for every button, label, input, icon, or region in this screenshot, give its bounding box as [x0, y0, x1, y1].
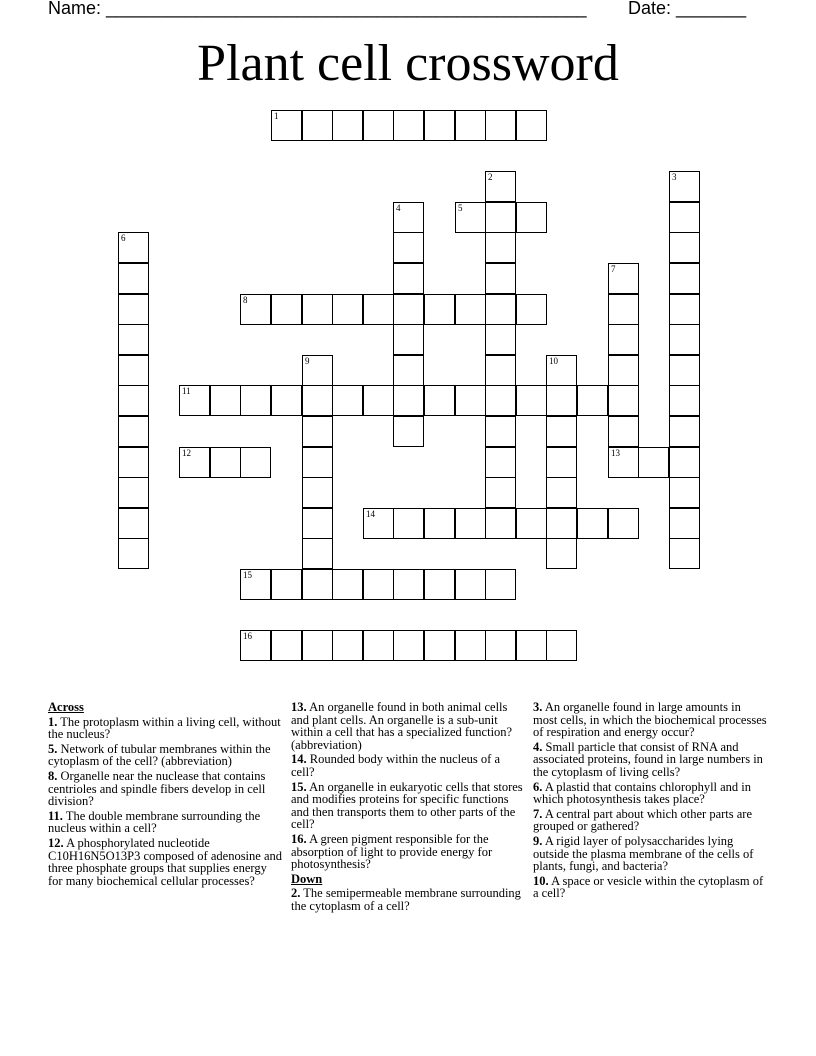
- grid-cell[interactable]: [424, 630, 455, 661]
- grid-cell[interactable]: [118, 324, 149, 355]
- clue-number: 6: [121, 233, 126, 243]
- grid-cell[interactable]: [393, 263, 424, 294]
- grid-cell[interactable]: [485, 294, 516, 325]
- grid-cell[interactable]: [332, 110, 363, 141]
- grid-cell[interactable]: [240, 569, 271, 600]
- grid-cell[interactable]: [424, 385, 455, 416]
- grid-cell[interactable]: [546, 508, 577, 539]
- page-title: Plant cell crossword: [197, 35, 619, 92]
- clues-column-3: [533, 701, 767, 902]
- grid-cell[interactable]: [516, 294, 547, 325]
- grid-cell[interactable]: [455, 385, 486, 416]
- grid-cell[interactable]: [669, 202, 700, 233]
- grid-cell[interactable]: [393, 324, 424, 355]
- grid-cell[interactable]: [271, 110, 302, 141]
- grid-cell[interactable]: [332, 569, 363, 600]
- grid-cell[interactable]: [485, 385, 516, 416]
- grid-cell[interactable]: [608, 294, 639, 325]
- clue-across-1: 1. The protoplasm within a living cell, without the nucleus?: [48, 714, 281, 742]
- grid-cell[interactable]: [393, 508, 424, 539]
- clue-down-7: 7. A central part about which other parts are grouped or gathered?: [533, 806, 753, 834]
- grid-cell[interactable]: [608, 263, 639, 294]
- grid-cell[interactable]: [271, 569, 302, 600]
- clue-number: 13: [611, 448, 620, 458]
- clue-across-14: 14. Rounded body within the nucleus of a cell?: [291, 752, 500, 779]
- grid-cell[interactable]: [485, 630, 516, 661]
- grid-cell[interactable]: [271, 630, 302, 661]
- clue-number: 5: [458, 203, 463, 213]
- grid-cell[interactable]: [118, 538, 149, 569]
- clue-down-9: 9. A rigid layer of polysaccharides lying outside the plasma membrane of the cells of plants, fungi, and bacteria?: [533, 833, 754, 874]
- grid-cell[interactable]: [516, 630, 547, 661]
- grid-cell[interactable]: [363, 385, 394, 416]
- grid-cell[interactable]: [485, 477, 516, 508]
- grid-cell[interactable]: [240, 385, 271, 416]
- clue-number: 3: [672, 172, 677, 182]
- grid-cell[interactable]: [455, 202, 486, 233]
- clue-down-3: 3. An organelle found in large amounts in most cells, in which the biochemical processes of respiration and energy occur?: [533, 700, 767, 740]
- grid-cell[interactable]: [118, 263, 149, 294]
- grid-cell[interactable]: [608, 416, 639, 447]
- clue-across-13: 13. An organelle found in both animal cells and plant cells. An organelle is a sub-unit within a cell that has a specialized function? (abbreviation): [291, 700, 513, 752]
- clue-number: 12: [182, 448, 191, 458]
- grid-cell[interactable]: [332, 630, 363, 661]
- grid-cell[interactable]: [210, 447, 241, 478]
- grid-cell[interactable]: [118, 232, 149, 263]
- grid-cell[interactable]: [485, 263, 516, 294]
- grid-cell[interactable]: [240, 294, 271, 325]
- grid-cell[interactable]: [485, 569, 516, 600]
- grid-cell[interactable]: [669, 447, 700, 478]
- grid-cell[interactable]: [546, 385, 577, 416]
- grid-cell[interactable]: [669, 508, 700, 539]
- grid-cell[interactable]: [393, 355, 424, 386]
- grid-cell[interactable]: [393, 110, 424, 141]
- grid-cell[interactable]: [485, 110, 516, 141]
- grid-cell[interactable]: [516, 508, 547, 539]
- grid-cell[interactable]: [363, 508, 394, 539]
- grid-cell[interactable]: [363, 630, 394, 661]
- grid-cell[interactable]: [455, 508, 486, 539]
- clues-column-2: [291, 701, 525, 915]
- clues-column-1: [48, 701, 282, 889]
- name-line: Name: ________________________________________________: [48, 0, 587, 18]
- grid-cell[interactable]: [669, 232, 700, 263]
- clue-number: 4: [396, 203, 401, 213]
- grid-cell[interactable]: [179, 447, 210, 478]
- grid-cell[interactable]: [455, 569, 486, 600]
- clue-down-10: 10. A space or vesicle within the cytoplasm of a cell?: [533, 873, 764, 901]
- grid-cell[interactable]: [608, 385, 639, 416]
- grid-cell[interactable]: [179, 385, 210, 416]
- grid-cell[interactable]: [455, 630, 486, 661]
- grid-cell[interactable]: [118, 477, 149, 508]
- grid-cell[interactable]: [424, 294, 455, 325]
- clue-across-11: 11. The double membrane surrounding the nucleus within a cell?: [48, 808, 261, 836]
- clue-number: 16: [243, 631, 252, 641]
- grid-cell[interactable]: [363, 110, 394, 141]
- grid-cell[interactable]: [118, 416, 149, 447]
- grid-cell[interactable]: [669, 171, 700, 202]
- grid-cell[interactable]: [669, 324, 700, 355]
- clue-across-16: 16. A green pigment responsible for the absorption of light to provide energy for photosynthesis?: [291, 831, 493, 872]
- grid-cell[interactable]: [669, 294, 700, 325]
- grid-cell[interactable]: [577, 385, 608, 416]
- grid-cell[interactable]: [302, 416, 333, 447]
- grid-cell[interactable]: [669, 477, 700, 508]
- grid-cell[interactable]: [455, 294, 486, 325]
- grid-cell[interactable]: [485, 202, 516, 233]
- grid-cell[interactable]: [485, 508, 516, 539]
- grid-cell[interactable]: [302, 477, 333, 508]
- clue-number: 2: [488, 172, 493, 182]
- grid-cell[interactable]: [516, 385, 547, 416]
- grid-cell[interactable]: [393, 232, 424, 263]
- clue-number: 1: [274, 111, 279, 121]
- grid-cell[interactable]: [302, 569, 333, 600]
- grid-cell[interactable]: [393, 630, 424, 661]
- grid-cell[interactable]: [118, 355, 149, 386]
- clue-number: 8: [243, 295, 248, 305]
- grid-cell[interactable]: [608, 324, 639, 355]
- grid-cell[interactable]: [546, 477, 577, 508]
- grid-cell[interactable]: [516, 110, 547, 141]
- clue-across-12: 12. A phosphorylated nucleotide C10H16N5O13P3 composed of adenosine and three phosphate groups that supplies energy for many biochemical cellular processes?: [48, 835, 282, 888]
- grid-cell[interactable]: [302, 385, 333, 416]
- grid-cell[interactable]: [271, 294, 302, 325]
- grid-cell[interactable]: [485, 447, 516, 478]
- grid-cell[interactable]: [302, 508, 333, 539]
- grid-cell[interactable]: [302, 447, 333, 478]
- grid-cell[interactable]: [271, 385, 302, 416]
- grid-cell[interactable]: [485, 232, 516, 263]
- clue-number: 7: [611, 264, 616, 274]
- grid-cell[interactable]: [669, 263, 700, 294]
- grid-cell[interactable]: [302, 294, 333, 325]
- grid-cell[interactable]: [302, 538, 333, 569]
- grid-cell[interactable]: [455, 110, 486, 141]
- grid-cell[interactable]: [485, 171, 516, 202]
- grid-cell[interactable]: [485, 416, 516, 447]
- grid-cell[interactable]: [118, 385, 149, 416]
- grid-cell[interactable]: [546, 538, 577, 569]
- clue-down-4: 4. Small particle that consist of RNA and associated proteins, found in large numbers in the cytoplasm of living cells?: [533, 739, 763, 779]
- grid-cell[interactable]: [118, 294, 149, 325]
- date-line: Date: _______: [628, 0, 747, 18]
- grid-cell[interactable]: [608, 508, 639, 539]
- grid-cell[interactable]: [669, 355, 700, 386]
- grid-cell[interactable]: [302, 355, 333, 386]
- clue-number: 14: [366, 509, 375, 519]
- grid-cell[interactable]: [608, 355, 639, 386]
- grid-cell[interactable]: [669, 385, 700, 416]
- grid-cell[interactable]: [638, 447, 669, 478]
- clue-number: 15: [243, 570, 252, 580]
- clue-number: 11: [182, 386, 191, 396]
- grid-cell[interactable]: [424, 569, 455, 600]
- clue-down-2: 2. The semipermeable membrane surrounding the cytoplasm of a cell?: [291, 886, 521, 913]
- grid-cell[interactable]: [393, 569, 424, 600]
- grid-cell[interactable]: [118, 508, 149, 539]
- grid-cell[interactable]: [240, 447, 271, 478]
- grid-cell[interactable]: [669, 416, 700, 447]
- grid-cell[interactable]: [546, 630, 577, 661]
- grid-cell[interactable]: [424, 508, 455, 539]
- grid-cell[interactable]: [240, 630, 271, 661]
- clue-number: 9: [305, 356, 310, 366]
- down-heading: Down: [291, 871, 323, 886]
- clue-across-15: 15. An organelle in eukaryotic cells that stores and modifies proteins for specific functions and then transports them to other parts of the cell?: [291, 779, 523, 832]
- grid-cell[interactable]: [669, 538, 700, 569]
- grid-cell[interactable]: [546, 355, 577, 386]
- grid-cell[interactable]: [485, 355, 516, 386]
- grid-cell[interactable]: [302, 630, 333, 661]
- clue-across-8: 8. Organelle near the nuclease that contains centrioles and spindle fibers develop in cell division?: [48, 768, 266, 809]
- grid-cell[interactable]: [577, 508, 608, 539]
- grid-cell[interactable]: [332, 385, 363, 416]
- grid-cell[interactable]: [363, 294, 394, 325]
- grid-cell[interactable]: [393, 202, 424, 233]
- grid-cell[interactable]: [424, 110, 455, 141]
- grid-cell[interactable]: [210, 385, 241, 416]
- grid-cell[interactable]: [546, 416, 577, 447]
- clue-down-6: 6. A plastid that contains chlorophyll and in which photosynthesis takes place?: [533, 779, 752, 807]
- clue-number: 10: [549, 356, 558, 366]
- grid-cell[interactable]: [608, 447, 639, 478]
- grid-cell[interactable]: [363, 569, 394, 600]
- grid-cell[interactable]: [393, 416, 424, 447]
- grid-cell[interactable]: [302, 110, 333, 141]
- grid-cell[interactable]: [485, 324, 516, 355]
- clue-across-5: 5. Network of tubular membranes within the cytoplasm of the cell? (abbreviation): [48, 741, 271, 769]
- grid-cell[interactable]: [393, 385, 424, 416]
- grid-cell[interactable]: [393, 294, 424, 325]
- grid-cell[interactable]: [118, 447, 149, 478]
- grid-cell[interactable]: [516, 202, 547, 233]
- grid-cell[interactable]: [546, 447, 577, 478]
- grid-cell[interactable]: [332, 294, 363, 325]
- across-heading: Across: [48, 700, 84, 714]
